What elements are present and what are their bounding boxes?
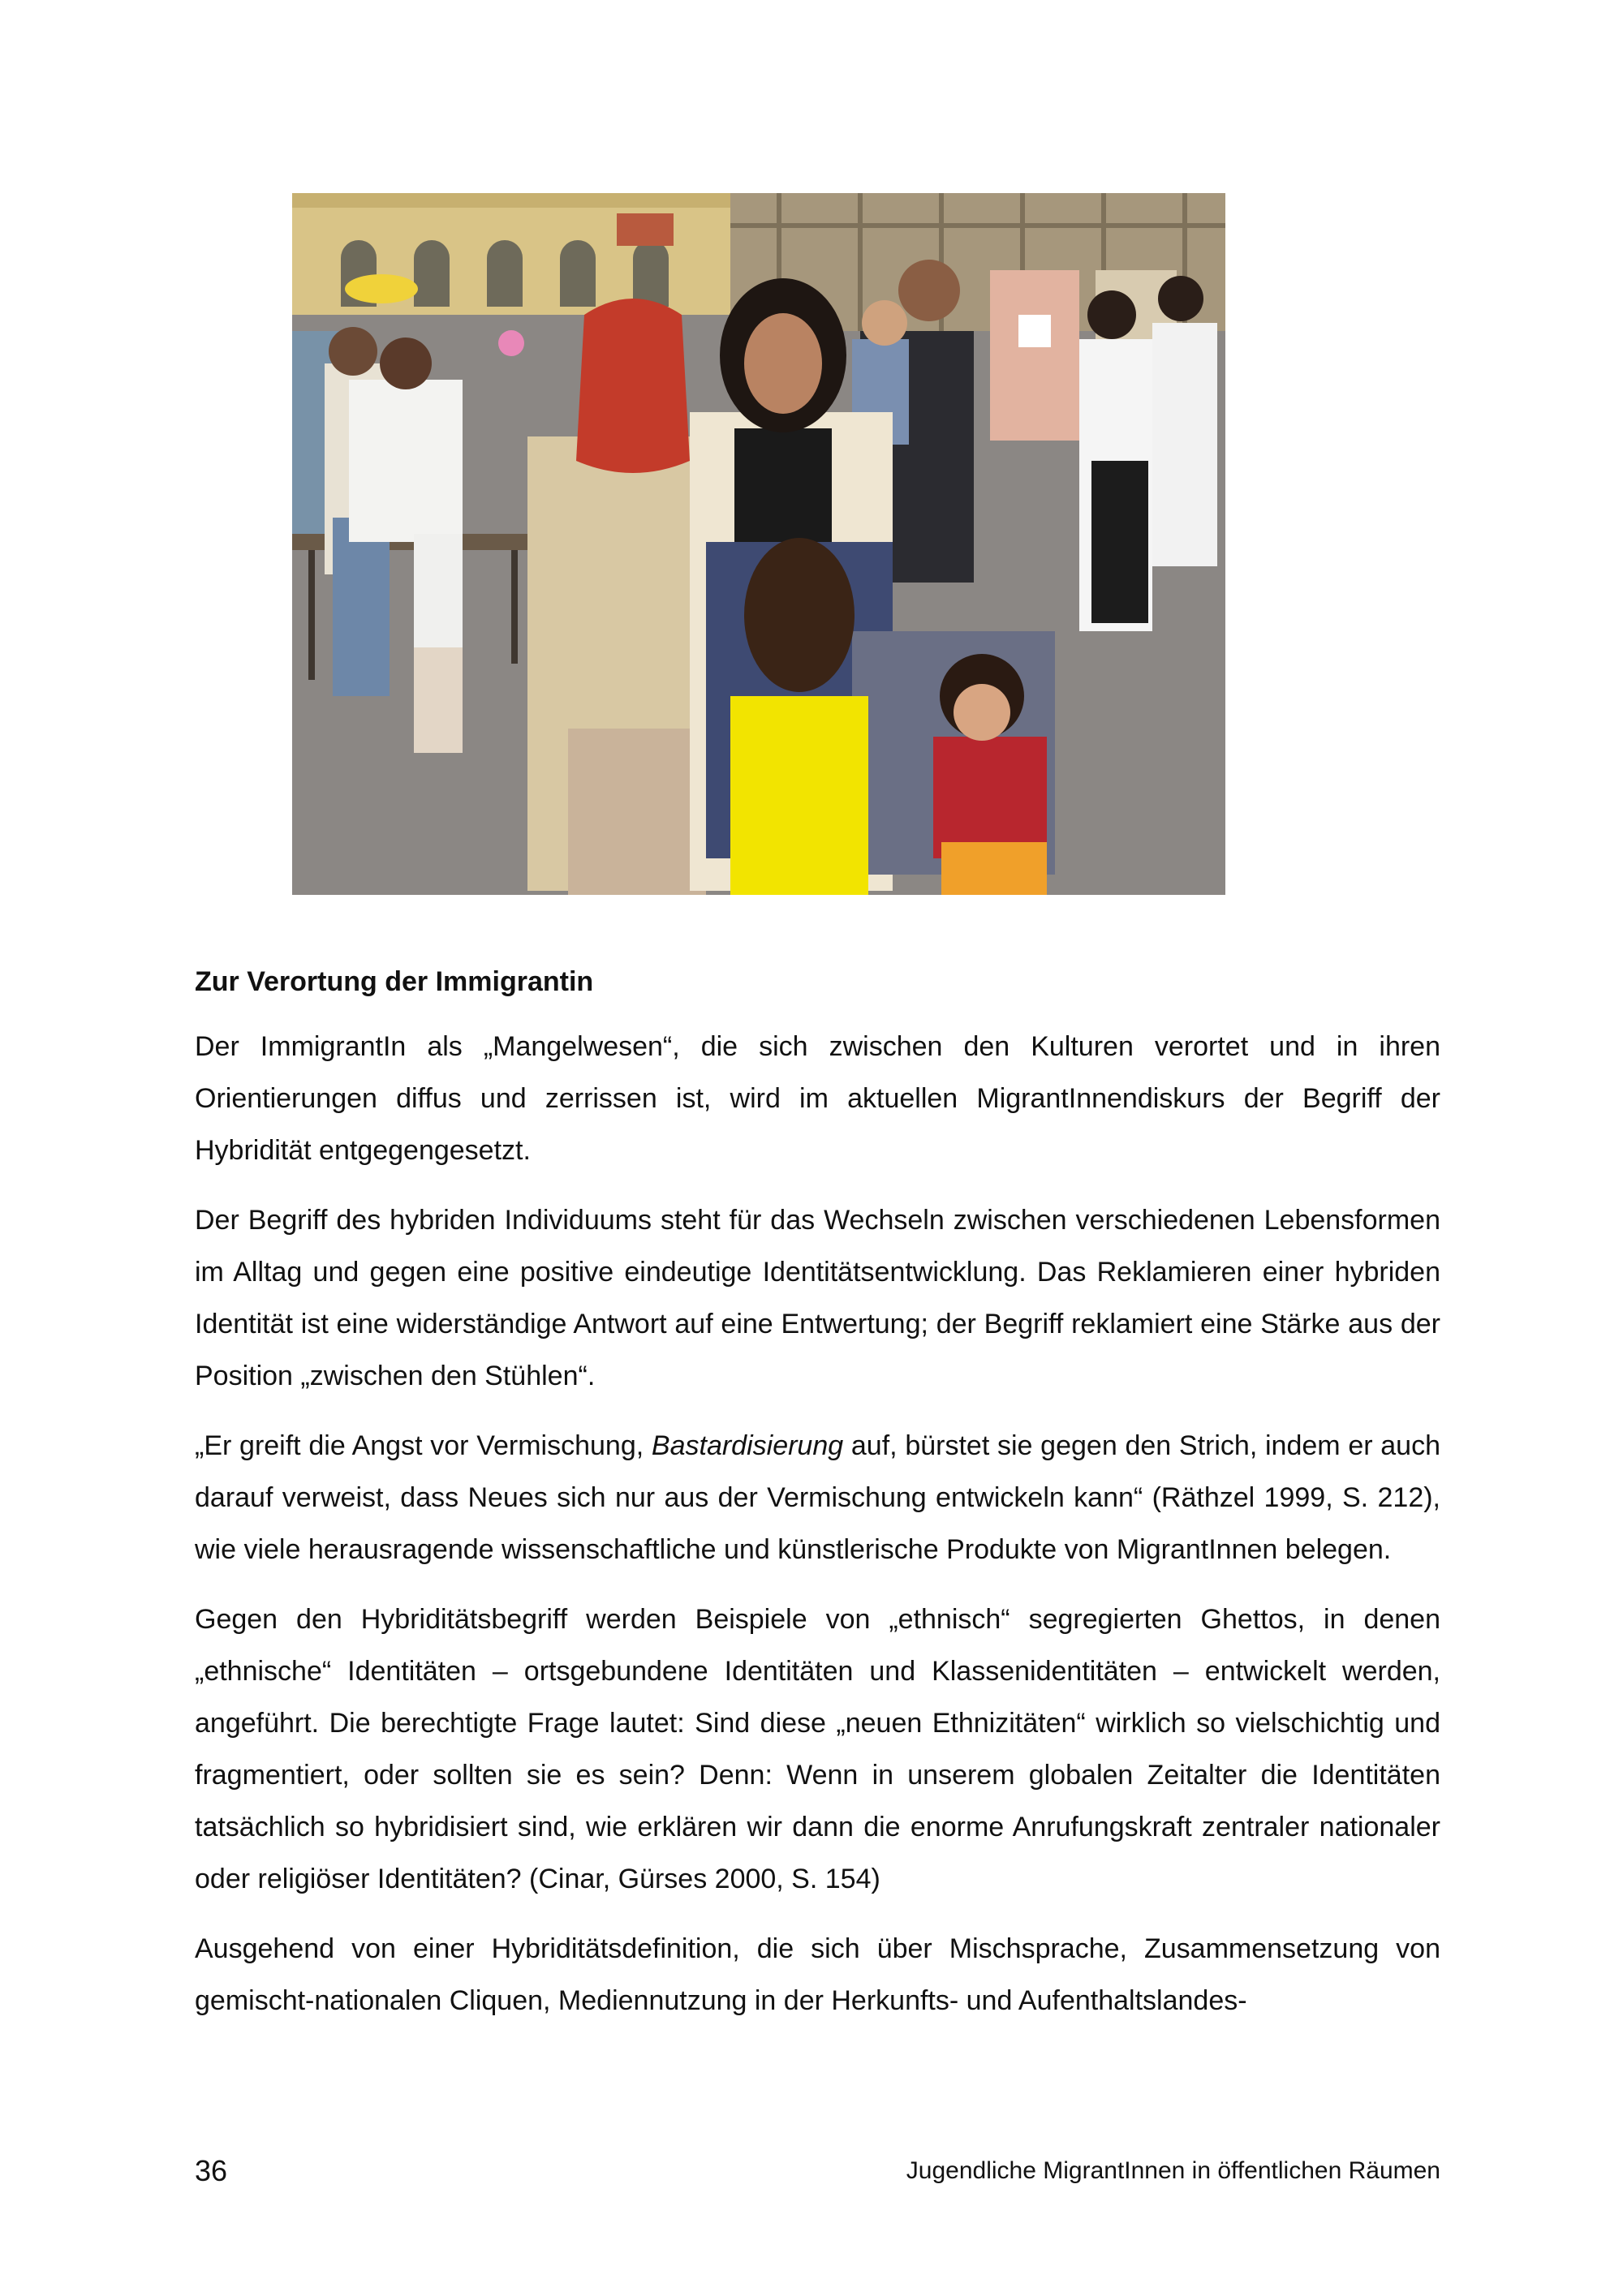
street-festival-photo — [292, 193, 1225, 895]
paragraph-3-emphasis: Bastardisierung — [651, 1430, 844, 1461]
page-number: 36 — [195, 2154, 228, 2187]
paragraph-3-after: auf, bürstet sie gegen den Strich, indem er auch darauf verweist, dass Neues sich nur aus der Vermischung entwickeln kann“ (Räthzel 1999, S. 212), wie viele herausragende wissenschaftliche und künstlerische Produkte von MigrantInnen belegen. — [195, 1430, 1440, 1565]
page-footer — [195, 2154, 1440, 2195]
paragraph-3 — [195, 1420, 1440, 1576]
running-title: Jugendliche MigrantInnen in öffentlichen Räumen — [906, 2157, 1440, 2184]
section-heading: Zur Verortung der Immigrantin — [195, 966, 594, 997]
paragraph-4: Gegen den Hybriditätsbegriff werden Beispiele von „ethnisch“ segregierten Ghettos, in denen „ethnische“ Identitäten – ortsgebundene Identitäten und Klassenidentitäten – entwickelt werden, angeführt. Die berechtigte Frage lautet: Sind diese „neuen Ethnizitäten“ wirklich so vielschichtig und fragmentiert, oder sollten sie es sein? Denn: Wenn in unserem globalen Zeitalter die Identitäten tatsächlich so hybridisiert sind, wie erklären wir dann die enorme Anrufungskraft zentraler nationaler oder religiöser Identitäten? (Cinar, Gürses 2000, S. 154) — [195, 1604, 1440, 1894]
photo-illustration — [292, 193, 1225, 895]
paragraph-1: Der ImmigrantIn als „Mangelwesen“, die sich zwischen den Kulturen verortet und in ihren Orientierungen diffus und zerrissen ist, wird im aktuellen MigrantInnendiskurs der Begriff der Hybridität entgegengesetzt. — [195, 1031, 1440, 1166]
paragraph-3-before: „Er greift die Angst vor Vermischung, — [195, 1430, 652, 1461]
paragraph-5: Ausgehend von einer Hybriditätsdefinition, die sich über Mischsprache, Zusammensetzung von gemischt-nationalen Cliquen, Mediennutzung in der Herkunfts- und Aufenthaltslandes- — [195, 1933, 1440, 2016]
paragraph-2: Der Begriff des hybriden Individuums steht für das Wechseln zwischen verschiedenen Lebensformen im Alltag und gegen eine positive eindeutige Identitätsentwicklung. Das Reklamieren einer hybriden Identität ist eine widerständige Antwort auf eine Entwertung; der Begriff reklamiert eine Stärke aus der Position „zwischen den Stühlen“. — [195, 1205, 1440, 1391]
document-body — [195, 957, 1440, 2044]
